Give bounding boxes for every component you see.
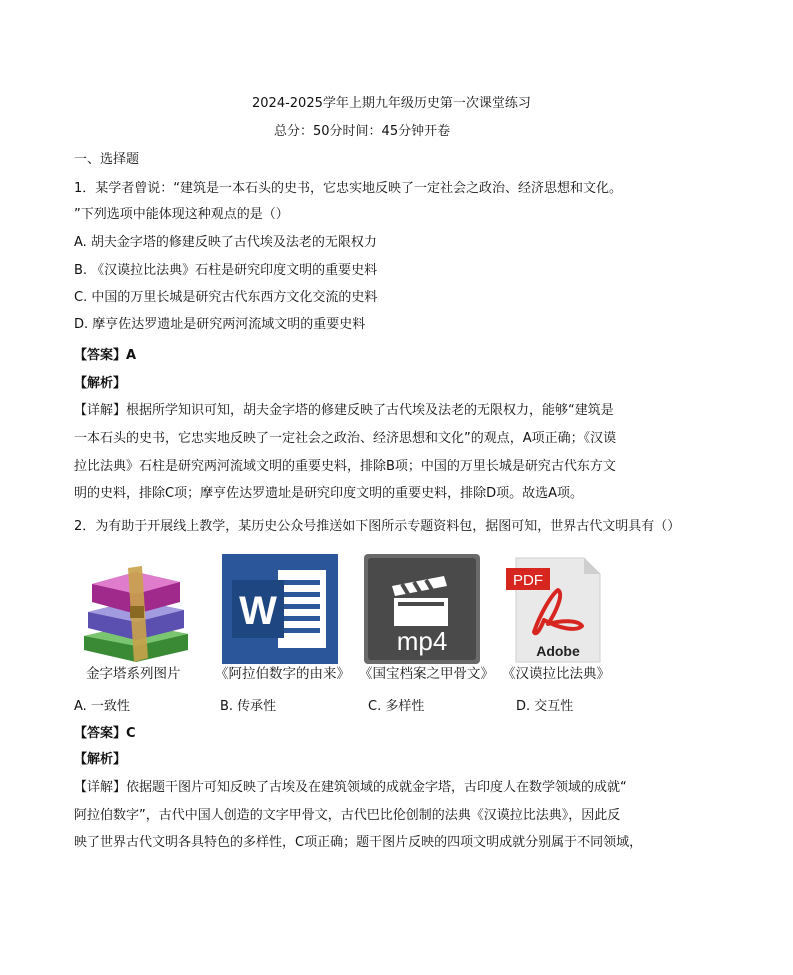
q2-analysis-label: 【解析】 bbox=[74, 752, 127, 767]
page-subtitle: 总分：50分时间：45分钟开卷 bbox=[274, 124, 451, 139]
file-caption-4: 《汉谟拉比法典》 bbox=[502, 666, 610, 682]
q1-detail-line4: 明的史料，排除C项；摩亨佐达罗遗址是研究印度文明的重要史料，排除D项。故选A项。 bbox=[74, 486, 583, 501]
winrar-archive-icon bbox=[78, 554, 194, 664]
q1-option-c: C. 中国的万里长城是研究古代东西方文化交流的史料 bbox=[74, 290, 378, 305]
q2-answer: 【答案】C bbox=[74, 726, 136, 741]
pdf-label: PDF bbox=[513, 572, 543, 589]
q2-option-c: C. 多样性 bbox=[368, 699, 425, 714]
q2-detail-line2: 阿拉伯数字”，古代中国人创造的文字甲骨文，古代巴比伦创制的法典《汉谟拉比法典》，因此反 bbox=[74, 808, 621, 823]
q1-option-a: A. 胡夫金字塔的修建反映了古代埃及法老的无限权力 bbox=[74, 235, 377, 250]
q1-detail-line3: 拉比法典》石柱是研究两河流域文明的重要史料，排除B项；中国的万里长城是研究古代东方文 bbox=[74, 459, 616, 474]
q2-option-b: B. 传承性 bbox=[220, 699, 277, 714]
word-document-icon bbox=[222, 554, 338, 664]
q2-detail-line1: 【详解】依据题干图片可知反映了古埃及在建筑领域的成就金字塔，古印度人在数学领域的成就“ bbox=[74, 780, 627, 795]
adobe-label: Adobe bbox=[536, 643, 580, 659]
q1-stem-line2: ”下列选项中能体现这种观点的是（） bbox=[74, 207, 289, 222]
q1-option-d: D. 摩亨佐达罗遗址是研究两河流域文明的重要史料 bbox=[74, 317, 366, 332]
mp4-video-icon bbox=[364, 554, 480, 664]
q1-detail-line1: 【详解】根据所学知识可知，胡夫金字塔的修建反映了古代埃及法老的无限权力，能够“建筑是 bbox=[74, 403, 614, 418]
q2-detail-line3: 映了世界古代文明各具特色的多样性，C项正确；题干图片反映的四项文明成就分别属于不同领域， bbox=[74, 835, 643, 850]
file-caption-2: 《阿拉伯数字的由来》 bbox=[215, 666, 350, 682]
q1-stem-line1: 1．某学者曾说：“建筑是一本石头的史书，它忠实地反映了一定社会之政治、经济思想和文化。 bbox=[74, 181, 623, 196]
q2-stem: 2．为有助于开展线上教学，某历史公众号推送如下图所示专题资料包，据图可知，世界古代文明具有（） bbox=[74, 519, 681, 534]
q1-analysis-label: 【解析】 bbox=[74, 376, 127, 391]
word-w-label: W bbox=[239, 589, 277, 633]
q2-option-d: D. 交互性 bbox=[516, 699, 574, 714]
section-heading: 一、选择题 bbox=[74, 152, 140, 167]
file-caption-3: 《国宝档案之甲骨文》 bbox=[359, 666, 494, 682]
file-caption-1: 金字塔系列图片 bbox=[86, 666, 181, 682]
q2-option-a: A. 一致性 bbox=[74, 699, 130, 714]
q1-answer: 【答案】A bbox=[74, 348, 137, 363]
pdf-document-icon bbox=[500, 554, 616, 664]
q1-option-b: B. 《汉谟拉比法典》石柱是研究印度文明的重要史料 bbox=[74, 263, 378, 278]
page-title: 2024-2025学年上期九年级历史第一次课堂练习 bbox=[252, 96, 531, 111]
q1-detail-line2: 一本石头的史书，它忠实地反映了一定社会之政治、经济思想和文化”的观点，A项正确；《汉谟 bbox=[74, 431, 617, 446]
mp4-label: mp4 bbox=[396, 626, 448, 656]
